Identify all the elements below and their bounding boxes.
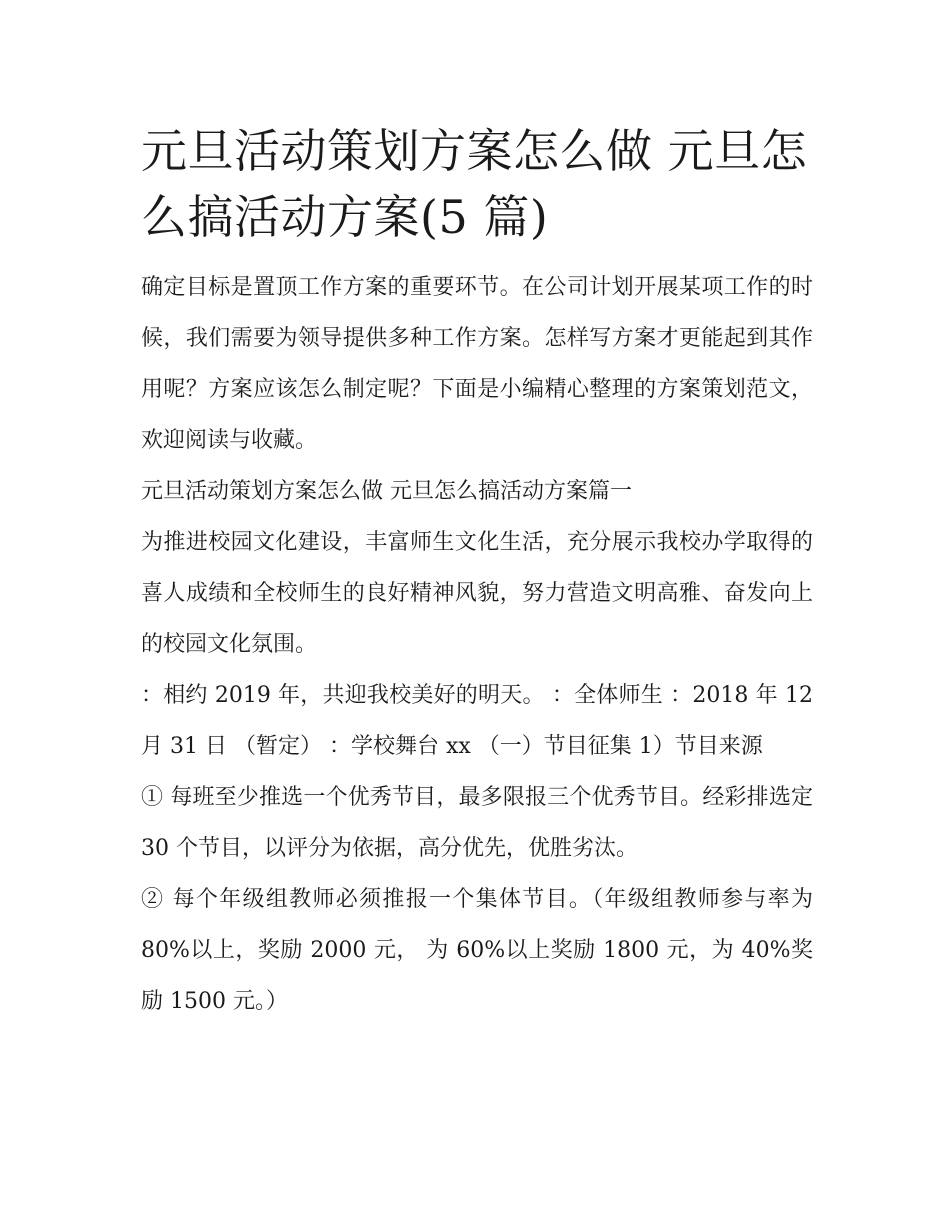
details-paragraph: ：相约 2019 年，共迎我校美好的明天。 ：全体师生 ：2018 年 12 月 31 日 （暂定） ：学校舞台 xx （一）节目征集 1）节目来源 xyxy=(141,683,813,759)
section-heading: 元旦活动策划方案怎么做 元旦怎么搞活动方案篇一 xyxy=(141,479,632,504)
rule-two-paragraph: ② 每个年级组教师必须推报一个集体节目。（年级组教师参与率为 80%以上，奖励 2000 元， 为 60%以上奖励 1800 元，为 40%奖励 1500 元。） xyxy=(141,887,813,1014)
purpose-paragraph: 为推进校园文化建设，丰富师生文化生活，充分展示我校办学取得的喜人成绩和全校师生的良好精神风貌，努力营造文明高雅、奋发向上的校园文化氛围。 xyxy=(141,530,813,657)
document-title: 元旦活动策划方案怎么做 元旦怎么搞活动方案(5 篇) xyxy=(141,124,808,244)
document-body xyxy=(141,262,813,1027)
document-page xyxy=(141,118,813,1027)
intro-paragraph: 确定目标是置顶工作方案的重要环节。在公司计划开展某项工作的时候，我们需要为领导提供多种工作方案。怎样写方案才更能起到其作用呢？方案应该怎么制定呢？下面是小编精心整理的方案策划范文，欢迎阅读与收藏。 xyxy=(141,275,813,453)
rule-one-paragraph: ① 每班至少推选一个优秀节目，最多限报三个优秀节目。经彩排选定 30 个节目，以评分为依据，高分优先，优胜劣汰。 xyxy=(141,785,813,861)
